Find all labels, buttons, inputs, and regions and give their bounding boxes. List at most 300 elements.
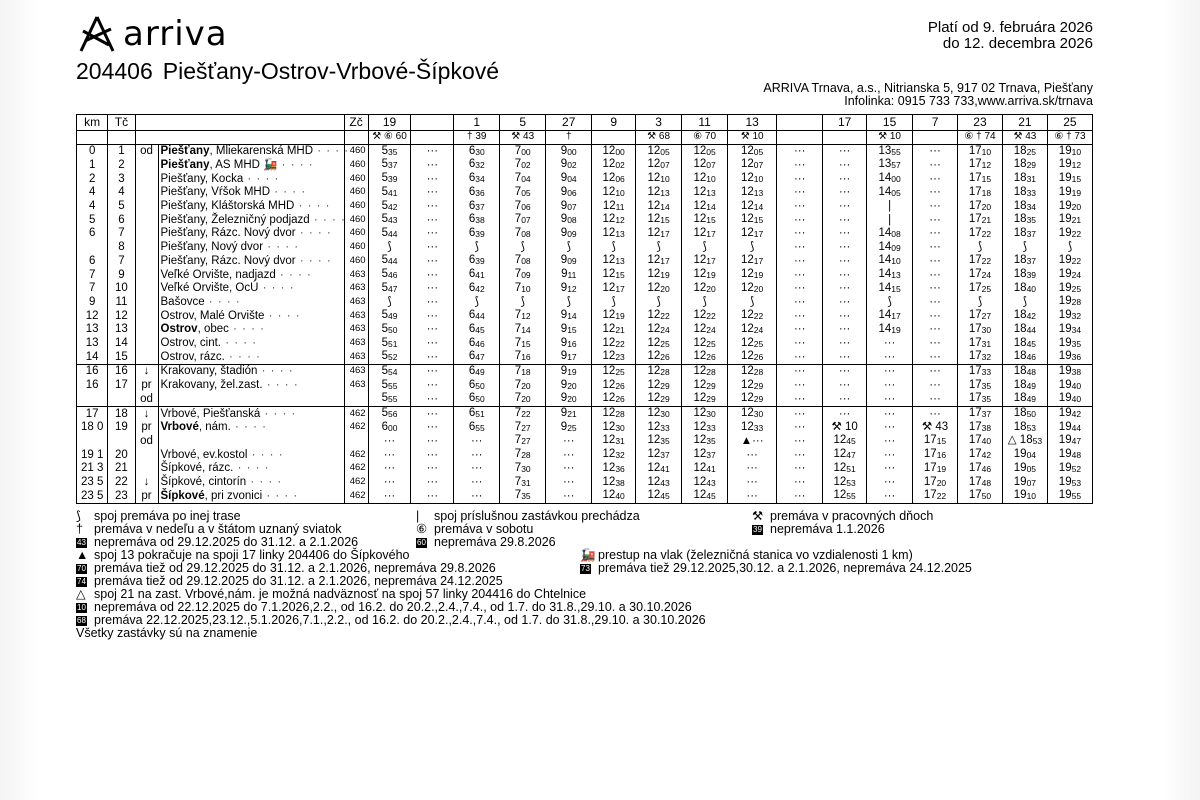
stop-name: Piešťany, Kláštorská MHD — [160, 200, 295, 213]
time-cell: 1215 — [592, 268, 636, 282]
arr-dep-cell: od — [135, 392, 158, 406]
time-cell: 712 — [500, 309, 546, 323]
stop-row — [77, 407, 1093, 421]
trip-note: † 39 — [454, 131, 500, 145]
time-cell: ··· — [777, 241, 823, 255]
time-cell: 630 — [454, 144, 500, 158]
time-cell: ··· — [867, 476, 913, 490]
km-cell: 23 5 — [77, 489, 108, 503]
time-cell: ··· — [777, 268, 823, 282]
arriva-logo-icon — [77, 15, 117, 53]
legend-68: premáva 22.12.2025,23.12.,5.1.2026,7.1.,2.2., od 16.2. do 20.2.,2.4.,7.4., od 1.7. do 31.8.,29.10. a 30.10.2026 — [94, 613, 706, 627]
time-cell: 1722 — [958, 227, 1003, 241]
time-cell: 556 — [368, 407, 411, 421]
time-cell: ··· — [411, 364, 454, 378]
time-cell: 1722 — [913, 489, 958, 503]
km-cell: 13 — [77, 337, 108, 351]
time-cell: ··· — [777, 379, 823, 393]
logo-text: arriva — [123, 14, 228, 54]
time-cell: ··· — [913, 309, 958, 323]
time-cell: 909 — [546, 227, 592, 241]
arr-dep-cell — [135, 282, 158, 296]
time-cell: ··· — [777, 476, 823, 490]
stop-name: Krakovany, štadión — [160, 365, 258, 378]
time-cell: 1720 — [958, 200, 1003, 214]
trip-note: ⚒ ⑥ 60 — [368, 131, 411, 145]
tc-cell: 16 — [108, 364, 135, 378]
cross-icon: † — [76, 522, 83, 536]
time-cell: ··· — [867, 364, 913, 378]
time-cell: 735 — [500, 489, 546, 503]
time-cell: 1730 — [958, 323, 1003, 337]
time-cell: ··· — [823, 282, 867, 296]
tc-cell: 7 — [108, 254, 135, 268]
zone-cell: 463 — [344, 295, 368, 309]
time-cell: 1228 — [592, 407, 636, 421]
stop-name: Piešťany, Vŕšok MHD — [160, 186, 271, 199]
time-cell: ··· — [411, 295, 454, 309]
tc-cell: 7 — [108, 227, 135, 241]
tc-cell: 21 — [108, 462, 135, 476]
time-cell: 537 — [368, 158, 411, 172]
time-cell: ··· — [777, 254, 823, 268]
triangle-outline-icon: △ — [76, 587, 86, 601]
time-cell: 1850 — [1002, 407, 1047, 421]
km-cell: 16 — [77, 364, 108, 378]
time-cell: 544 — [368, 254, 411, 268]
zone-cell: 463 — [344, 323, 368, 337]
time-cell: ⟆ — [958, 295, 1003, 309]
leader-dots: · · · · — [313, 145, 350, 158]
tc-header: Tč — [108, 115, 135, 131]
time-cell: 645 — [454, 323, 500, 337]
km-cell: 23 5 — [77, 476, 108, 490]
arr-dep-cell — [135, 227, 158, 241]
zc-header: Zč — [344, 115, 368, 131]
time-cell: ··· — [823, 241, 867, 255]
time-cell: 1922 — [1047, 227, 1092, 241]
time-cell: ··· — [368, 476, 411, 490]
time-cell: 1355 — [867, 144, 913, 158]
legend-70: premáva tiež od 29.12.2025 do 31.12. a 2.1.2026, nepremáva 29.8.2026 — [94, 561, 496, 575]
time-cell: △ 1853 — [1002, 434, 1047, 448]
stop-row — [77, 379, 1093, 393]
time-cell: 1410 — [867, 254, 913, 268]
leader-dots: · · · · — [264, 309, 301, 322]
stop-name-detail: , pri zvonici — [204, 489, 263, 502]
km-cell: 21 3 — [77, 462, 108, 476]
zone-cell: 460 — [344, 200, 368, 214]
time-cell: 650 — [454, 379, 500, 393]
stop-name: Piešťany, Železničný podjazd — [160, 213, 310, 226]
time-cell: ··· — [777, 213, 823, 227]
time-cell: ··· — [546, 434, 592, 448]
time-cell: 1238 — [592, 476, 636, 490]
time-cell: ··· — [913, 337, 958, 351]
time-cell: 1732 — [958, 350, 1003, 364]
trip-note — [823, 131, 867, 145]
time-cell: 642 — [454, 282, 500, 296]
time-cell: ··· — [411, 392, 454, 406]
trip-number: 17 — [823, 115, 867, 131]
time-cell: ··· — [913, 268, 958, 282]
time-cell: 1722 — [958, 254, 1003, 268]
time-cell: 539 — [368, 172, 411, 186]
time-cell: ··· — [913, 241, 958, 255]
time-cell: 1907 — [1002, 476, 1047, 490]
zone-cell — [344, 434, 368, 448]
time-cell: ··· — [867, 462, 913, 476]
time-cell: 1237 — [636, 448, 682, 462]
legend-saturday: premáva v sobotu — [434, 522, 534, 536]
stop-name-cell — [158, 254, 344, 268]
leader-dots: · · · · — [247, 448, 284, 461]
zone-cell: 460 — [344, 254, 368, 268]
time-cell: 1210 — [682, 172, 728, 186]
km-cell: 1 — [77, 158, 108, 172]
stop-name: Piešťany — [160, 145, 210, 158]
time-cell: 904 — [546, 172, 592, 186]
leader-dots: · · · · — [246, 476, 283, 489]
arr-dep-cell — [135, 448, 158, 462]
time-cell: ⚒ 43 — [913, 421, 958, 435]
stop-row — [77, 392, 1093, 406]
timetable-body — [77, 131, 1093, 504]
line-name: Piešťany-Ostrov-Vrbové-Šípkové — [162, 58, 500, 84]
time-cell: ⟆ — [454, 295, 500, 309]
stop-name: Piešťany, Nový dvor — [160, 241, 264, 254]
leader-dots: · · · · — [258, 282, 295, 295]
time-cell: 714 — [500, 323, 546, 337]
time-cell: 728 — [500, 448, 546, 462]
stop-name-cell — [158, 227, 344, 241]
time-cell: 1235 — [636, 434, 682, 448]
time-cell: ··· — [867, 392, 913, 406]
time-cell: ··· — [411, 213, 454, 227]
time-cell: ⟆ — [454, 241, 500, 255]
time-cell: 1225 — [592, 364, 636, 378]
km-cell: 7 — [77, 282, 108, 296]
time-cell: 722 — [500, 407, 546, 421]
time-cell: ⟆ — [867, 295, 913, 309]
trip-note: ⑥ † 73 — [1047, 131, 1092, 145]
arr-dep-cell — [135, 213, 158, 227]
time-cell: 1221 — [592, 323, 636, 337]
time-cell: 1222 — [592, 337, 636, 351]
legend-detour: spoj premáva po inej trase — [94, 509, 241, 523]
time-cell: 639 — [454, 254, 500, 268]
time-cell: 1733 — [958, 364, 1003, 378]
time-cell: 1213 — [728, 186, 777, 200]
time-cell: 1853 — [1002, 421, 1047, 435]
time-cell: ··· — [823, 158, 867, 172]
stop-name: Piešťany, Rázc. Nový dvor — [160, 227, 296, 240]
km-cell: 14 — [77, 350, 108, 364]
time-cell: 1217 — [728, 254, 777, 268]
validity-from: Platí od 9. februára 2026 — [927, 19, 1093, 36]
time-cell: ··· — [546, 462, 592, 476]
tc-cell: 6 — [108, 213, 135, 227]
time-cell: ··· — [823, 227, 867, 241]
tc-cell: 20 — [108, 448, 135, 462]
time-cell: ··· — [823, 213, 867, 227]
time-cell: ··· — [913, 407, 958, 421]
leader-dots: · · · · — [270, 186, 307, 199]
time-cell: 1229 — [728, 392, 777, 406]
zone-cell: 462 — [344, 462, 368, 476]
tc-cell: 23 — [108, 489, 135, 503]
stop-row — [77, 337, 1093, 351]
time-cell: 1207 — [682, 158, 728, 172]
time-cell: 1240 — [592, 489, 636, 503]
zone-cell: 460 — [344, 186, 368, 200]
time-cell: 1842 — [1002, 309, 1047, 323]
time-cell: 1924 — [1047, 268, 1092, 282]
time-cell: ··· — [728, 448, 777, 462]
hammers-icon: ⚒ — [752, 509, 764, 523]
time-cell: 1940 — [1047, 392, 1092, 406]
time-cell: ··· — [913, 282, 958, 296]
time-cell: ··· — [411, 144, 454, 158]
note-10-icon: 10 — [77, 602, 86, 612]
time-cell: 1849 — [1002, 379, 1047, 393]
zone-cell: 460 — [344, 144, 368, 158]
time-cell: 1237 — [682, 448, 728, 462]
stop-row — [77, 241, 1093, 255]
stop-row — [77, 462, 1093, 476]
train-icon: 🚂 — [580, 548, 596, 562]
stop-name-cell — [158, 241, 344, 255]
time-cell: 1846 — [1002, 350, 1047, 364]
time-cell: 1919 — [1047, 186, 1092, 200]
time-cell: 907 — [546, 200, 592, 214]
time-cell: ··· — [913, 392, 958, 406]
time-cell: 1229 — [636, 379, 682, 393]
time-cell: 1229 — [682, 379, 728, 393]
time-cell: ··· — [411, 227, 454, 241]
time-cell: ··· — [777, 227, 823, 241]
tc-cell: 12 — [108, 309, 135, 323]
km-header: km — [77, 115, 108, 131]
time-cell: ⟆ — [500, 241, 546, 255]
time-cell: 1725 — [958, 282, 1003, 296]
time-cell: ··· — [546, 489, 592, 503]
time-cell: 1205 — [728, 144, 777, 158]
stop-row — [77, 144, 1093, 158]
stop-name-cell — [158, 434, 344, 448]
trip-note: ⚒ 10 — [728, 131, 777, 145]
time-cell: ··· — [411, 200, 454, 214]
time-cell: 1837 — [1002, 254, 1047, 268]
trip-note — [777, 131, 823, 145]
time-cell: ··· — [728, 462, 777, 476]
time-cell: 1206 — [592, 172, 636, 186]
time-cell: ··· — [777, 295, 823, 309]
time-cell: 1229 — [636, 392, 682, 406]
time-cell: ··· — [913, 364, 958, 378]
km-cell: 6 — [77, 227, 108, 241]
stop-name-cell — [158, 364, 344, 378]
time-cell: 1219 — [728, 268, 777, 282]
time-cell: 1231 — [592, 434, 636, 448]
time-cell: 1228 — [636, 364, 682, 378]
trip-number: 11 — [682, 115, 728, 131]
stop-name-cell — [158, 476, 344, 490]
stop-row — [77, 295, 1093, 309]
time-cell: 1224 — [728, 323, 777, 337]
time-cell: 535 — [368, 144, 411, 158]
time-cell: 1223 — [592, 350, 636, 364]
time-cell: 730 — [500, 462, 546, 476]
time-cell: ··· — [411, 448, 454, 462]
zone-cell: 460 — [344, 158, 368, 172]
time-cell: 655 — [454, 421, 500, 435]
time-cell: 1253 — [823, 476, 867, 490]
time-cell: ··· — [454, 448, 500, 462]
time-cell: 1844 — [1002, 323, 1047, 337]
time-cell: 641 — [454, 268, 500, 282]
stop-name: Vrbové — [160, 421, 199, 434]
stop-name-cell — [158, 309, 344, 323]
time-cell: 1738 — [958, 421, 1003, 435]
time-cell: ··· — [913, 186, 958, 200]
time-cell: ··· — [867, 379, 913, 393]
time-cell: 1236 — [592, 462, 636, 476]
time-cell: 1718 — [958, 186, 1003, 200]
time-cell: 1245 — [682, 489, 728, 503]
time-cell: ··· — [823, 144, 867, 158]
tc-cell: 4 — [108, 186, 135, 200]
stop-row — [77, 254, 1093, 268]
time-cell: 1226 — [728, 350, 777, 364]
time-cell: 1241 — [682, 462, 728, 476]
time-cell: ··· — [411, 268, 454, 282]
stop-name-cell — [158, 489, 344, 503]
tc-cell — [108, 434, 135, 448]
tc-cell: 14 — [108, 337, 135, 351]
time-cell: ··· — [454, 476, 500, 490]
time-cell: 1724 — [958, 268, 1003, 282]
time-cell: 708 — [500, 227, 546, 241]
stop-name-cell — [158, 350, 344, 364]
stop-row — [77, 227, 1093, 241]
time-cell: 1839 — [1002, 268, 1047, 282]
time-cell: ··· — [777, 172, 823, 186]
time-cell: ··· — [546, 476, 592, 490]
legend-request-stops: Všetky zastávky sú na znamenie — [76, 626, 258, 640]
time-cell: 541 — [368, 186, 411, 200]
time-cell: 1229 — [682, 392, 728, 406]
time-cell: 1831 — [1002, 172, 1047, 186]
stop-row — [77, 448, 1093, 462]
time-cell: 1910 — [1047, 144, 1092, 158]
trip-number: 9 — [592, 115, 636, 131]
stop-name: Ostrov — [160, 323, 198, 336]
time-cell: 1229 — [728, 379, 777, 393]
stop-name-cell — [158, 448, 344, 462]
time-cell: 650 — [454, 392, 500, 406]
time-cell: 1904 — [1002, 448, 1047, 462]
trip-note — [913, 131, 958, 145]
trip-note: ⑥ † 74 — [958, 131, 1003, 145]
time-cell: 1934 — [1047, 323, 1092, 337]
time-cell: 1845 — [1002, 337, 1047, 351]
time-cell: ··· — [823, 172, 867, 186]
time-cell: 1417 — [867, 309, 913, 323]
time-cell: 1922 — [1047, 254, 1092, 268]
time-cell: ··· — [454, 434, 500, 448]
leader-dots: · · · · — [262, 489, 299, 502]
time-cell: 731 — [500, 476, 546, 490]
leader-dots: · · · · — [295, 227, 332, 240]
stop-name-cell — [158, 392, 344, 406]
stop-name: Veľké Orvište, nadjazd — [160, 268, 276, 281]
stop-name: Vrbové, Piešťanská — [160, 407, 261, 420]
time-cell: ⟆ — [958, 241, 1003, 255]
tc-cell: 15 — [108, 350, 135, 364]
time-cell: ··· — [411, 282, 454, 296]
time-cell: ··· — [777, 350, 823, 364]
leader-dots: · · · · — [204, 295, 241, 308]
time-cell: 1840 — [1002, 282, 1047, 296]
time-cell: 546 — [368, 268, 411, 282]
time-cell: ··· — [777, 434, 823, 448]
page-left-shadow — [0, 0, 38, 800]
stop-name: Piešťany — [160, 158, 210, 171]
time-cell: ··· — [411, 323, 454, 337]
company-address: ARRIVA Trnava, a.s., Nitrianska 5, 917 02 Trnava, Piešťany — [763, 81, 1093, 95]
time-cell: 1230 — [728, 407, 777, 421]
stop-name: Ostrov, Malé Orvište — [160, 309, 265, 322]
leader-dots: · · · · — [275, 268, 312, 281]
legend-74: premáva tiež od 29.12.2025 do 31.12. a 2.1.2026, nepremáva 24.12.2025 — [94, 574, 503, 588]
time-cell: 1912 — [1047, 158, 1092, 172]
saturday-icon: ⑥ — [416, 522, 428, 536]
time-cell: ··· — [913, 172, 958, 186]
time-cell: 1226 — [592, 392, 636, 406]
stop-header — [135, 115, 344, 131]
stop-name: Šípkové — [160, 489, 205, 502]
trip-note — [592, 131, 636, 145]
time-cell: 920 — [546, 392, 592, 406]
legend-43: nepremáva od 29.12.2025 do 31.12. a 2.1.2026 — [94, 535, 359, 549]
tc-cell: 22 — [108, 476, 135, 490]
zone-cell: 463 — [344, 282, 368, 296]
page-right-shadow — [1162, 0, 1200, 800]
time-cell: 900 — [546, 144, 592, 158]
time-cell: ··· — [411, 241, 454, 255]
time-cell: 1230 — [636, 407, 682, 421]
time-cell: ··· — [823, 392, 867, 406]
leader-dots: · · · · — [221, 337, 258, 350]
time-cell: 1905 — [1002, 462, 1047, 476]
time-cell: ··· — [368, 489, 411, 503]
km-cell: 4 — [77, 186, 108, 200]
trip-number: 15 — [867, 115, 913, 131]
arr-dep-cell — [135, 323, 158, 337]
time-cell: ··· — [823, 268, 867, 282]
tc-cell: 13 — [108, 323, 135, 337]
time-cell: 644 — [454, 309, 500, 323]
trip-notes-row — [77, 131, 1093, 145]
trip-number: 25 — [1047, 115, 1092, 131]
arr-dep-cell — [135, 172, 158, 186]
time-cell: ··· — [777, 337, 823, 351]
time-cell: 632 — [454, 158, 500, 172]
time-cell: ⟆ — [592, 295, 636, 309]
time-cell: 1205 — [682, 144, 728, 158]
time-cell: 1210 — [728, 172, 777, 186]
